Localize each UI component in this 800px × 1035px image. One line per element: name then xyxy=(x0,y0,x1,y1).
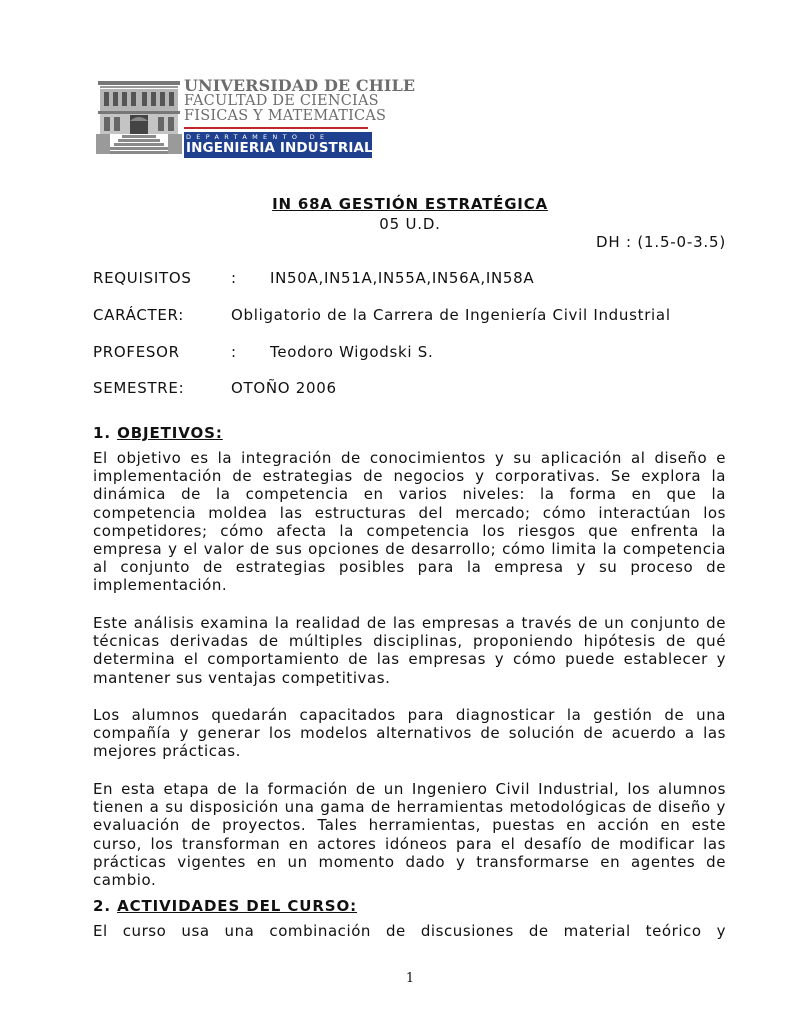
profesor-colon: : xyxy=(231,343,237,361)
objetivos-paragraph-2: Este análisis examina la realidad de las empresas a través de un conjunto de técnicas derivadas de múltiples disciplinas, proponiendo hipótesis de qué determina el comportamiento de las empresas y cómo puede establecer y mantener sus ventajas competitivas. xyxy=(93,614,726,687)
course-title: IN 68A GESTIÓN ESTRATÉGICA xyxy=(272,195,548,213)
logo-red-rule xyxy=(184,127,368,129)
section-number: 2. xyxy=(93,897,111,915)
logo-department-label: DEPARTAMENTO DE xyxy=(186,133,330,141)
requisitos-value: IN50A,IN51A,IN55A,IN56A,IN58A xyxy=(270,269,535,287)
semestre-label: SEMESTRE: xyxy=(93,379,185,397)
caracter-value: Obligatorio de la Carrera de Ingeniería Civil Industrial xyxy=(231,306,671,324)
requisitos-colon: : xyxy=(231,269,237,287)
course-hours: DH : (1.5-0-3.5) xyxy=(595,233,726,251)
logo-department-band xyxy=(184,132,372,158)
objetivos-paragraph-3: Los alumnos quedarán capacitados para diagnosticar la gestión de una compañía y generar los modelos alternativos de solución de acuerdo a las mejores prácticas. xyxy=(93,706,726,761)
logo-department-name: INGENIERIA INDUSTRIAL xyxy=(186,140,373,156)
profesor-value: Teodoro Wigodski S. xyxy=(270,343,434,361)
page-number: 1 xyxy=(405,971,415,986)
section-title: ACTIVIDADES DEL CURSO: xyxy=(117,897,358,915)
section-number: 1. xyxy=(93,424,111,442)
logo-university-name: UNIVERSIDAD DE CHILE xyxy=(184,76,416,95)
section-title: OBJETIVOS: xyxy=(117,424,223,442)
course-units: 05 U.D. xyxy=(379,215,441,233)
requisitos-label: REQUISITOS xyxy=(93,269,192,287)
university-building-icon xyxy=(96,77,182,155)
section-actividades-heading xyxy=(93,897,357,915)
logo-text xyxy=(184,76,416,158)
actividades-paragraph-1: El curso usa una combinación de discusiones de material teórico y xyxy=(93,922,726,940)
caracter-label: CARÁCTER: xyxy=(93,306,184,324)
logo-faculty-line-1: FACULTAD DE CIENCIAS xyxy=(184,93,379,109)
profesor-label: PROFESOR xyxy=(93,343,180,361)
section-objetivos-heading xyxy=(93,424,223,442)
logo-faculty-line-2: FISICAS Y MATEMATICAS xyxy=(184,108,387,124)
semestre-value: OTOÑO 2006 xyxy=(231,379,337,397)
objetivos-paragraph-4: En esta etapa de la formación de un Ingeniero Civil Industrial, los alumnos tienen a su disposición una gama de herramientas metodológicas de diseño y evaluación de proyectos. Tales herramientas, puestas en acción en este curso, los transforman en actores idóneos para el desafío de modificar las prácticas vigentes en un momento dado y transformarse en agentes de cambio. xyxy=(93,780,726,890)
university-logo xyxy=(96,76,416,157)
objetivos-paragraph-1: El objetivo es la integración de conocimientos y su aplicación al diseño e implementación de estrategias de negocios y corporativas. Se explora la dinámica de la competencia en varios niveles: la forma en que la competencia moldea las estructuras del mercado; cómo interactúan los competidores; cómo afecta la competencia los riesgos que enfrenta la empresa y el valor de sus opciones de desarrollo; cómo limita la competencia al conjunto de estrategias posibles para la empresa y su proceso de implementación. xyxy=(93,449,726,595)
